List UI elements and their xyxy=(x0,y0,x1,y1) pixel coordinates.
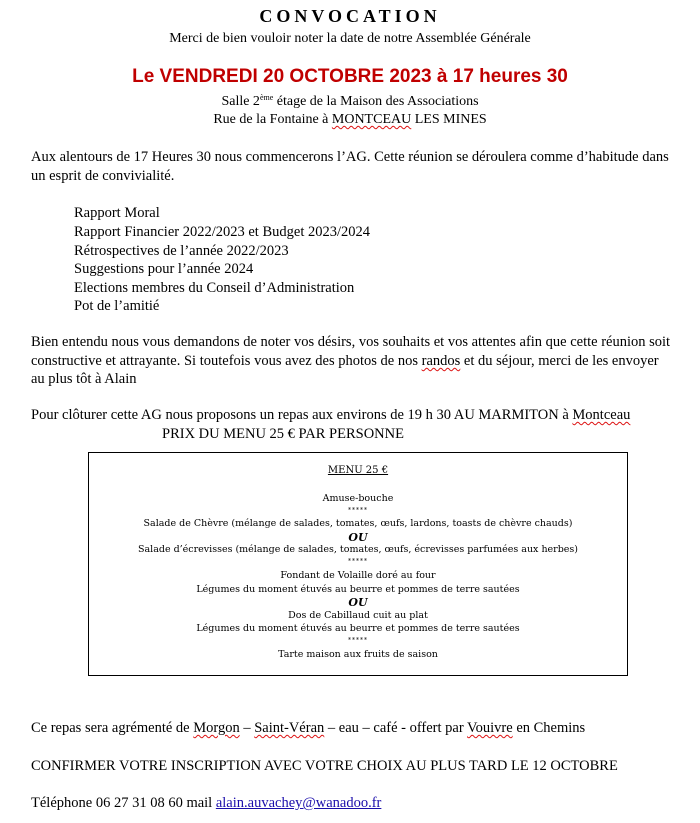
event-address xyxy=(0,112,700,128)
menu-or: OU xyxy=(348,531,368,544)
agenda-item: Pot de l’amitié xyxy=(74,298,160,314)
intro-line-2: un esprit de convivialité. xyxy=(31,168,175,184)
wine-line xyxy=(31,719,585,738)
meal-line xyxy=(31,406,630,425)
wine-prefix: Ce repas sera agrémenté de xyxy=(31,720,194,736)
wishes-line-2-prefix: constructive et attrayante. Si toutefois vous avez des photos de nos xyxy=(31,353,422,369)
menu-choice-2: Salade d’écrevisses (mélange de salades, tomates, œufs, écrevisses parfumées aux herbes) xyxy=(137,544,579,555)
phone-text: Téléphone 06 27 31 08 60 mail xyxy=(31,795,216,811)
room-prefix: Salle 2 xyxy=(221,94,260,109)
meal-line-prefix: Pour clôturer cette AG nous proposons un repas aux environs de 19 h 30 AU MARMITON à xyxy=(31,407,573,423)
meal-town: Montceau xyxy=(572,407,631,423)
menu-main-2-a: Dos de Cabillaud cuit au plat xyxy=(288,610,428,621)
wine-mid: – eau – café - offert par xyxy=(324,720,468,736)
wine-saint-veran: Saint-Véran xyxy=(254,720,325,736)
agenda-item: Rapport Moral xyxy=(74,205,160,221)
menu-card xyxy=(88,452,628,676)
email-link[interactable]: alain.auvachey@wanadoo.fr xyxy=(215,795,382,811)
menu-separator: ***** xyxy=(348,507,368,514)
wishes-randos: randos xyxy=(421,353,461,369)
wishes-line-2-suffix: et du séjour, merci de les envoyer xyxy=(460,353,659,369)
wishes-line-2 xyxy=(31,352,659,371)
address-city: MONTCEAU xyxy=(331,112,412,127)
wishes-line-1: Bien entendu nous vous demandons de noter vos désirs, vos souhaits et vos attentes afin que cette réunion soit xyxy=(31,334,671,350)
menu-main-1-b: Légumes du moment étuvés au beurre et pommes de terre sautées xyxy=(196,584,520,595)
agenda-item: Suggestions pour l’année 2024 xyxy=(74,261,254,277)
menu-header: MENU 25 € xyxy=(327,465,389,476)
wine-vouivre: Vouivre xyxy=(467,720,513,736)
menu-choice-1: Salade de Chèvre (mélange de salades, tomates, œufs, lardons, toasts de chèvre chauds) xyxy=(143,518,573,529)
address-prefix: Rue de la Fontaine à xyxy=(213,112,332,127)
menu-starter: Amuse-bouche xyxy=(322,493,394,504)
wine-sep: – xyxy=(239,720,255,736)
menu-separator: ***** xyxy=(348,637,368,644)
document-title: CONVOCATION xyxy=(259,6,441,26)
menu-main-1-a: Fondant de Volaille doré au four xyxy=(280,570,436,581)
contact-line xyxy=(31,794,381,813)
menu-price: PRIX DU MENU 25 € PAR PERSONNE xyxy=(162,426,404,442)
address-suffix: LES MINES xyxy=(411,112,487,127)
wine-morgon: Morgon xyxy=(193,720,240,736)
agenda-item: Elections membres du Conseil d’Administration xyxy=(74,280,355,296)
wishes-line-3: au plus tôt à Alain xyxy=(31,371,137,387)
menu-main-2-b: Légumes du moment étuvés au beurre et pommes de terre sautées xyxy=(196,623,520,634)
subtitle: Merci de bien vouloir noter la date de notre Assemblée Générale xyxy=(169,31,531,46)
confirm-line: CONFIRMER VOTRE INSCRIPTION AVEC VOTRE CHOIX AU PLUS TARD LE 12 OCTOBRE xyxy=(31,758,618,774)
event-date: Le VENDREDI 20 OCTOBRE 2023 à 17 heures 30 xyxy=(132,66,568,87)
room-suffix: étage de la Maison des Associations xyxy=(273,94,479,109)
event-room xyxy=(0,93,700,110)
wine-suffix: en Chemins xyxy=(512,720,586,736)
menu-separator: ***** xyxy=(348,558,368,565)
room-sup: ème xyxy=(259,93,274,102)
menu-dessert: Tarte maison aux fruits de saison xyxy=(278,649,438,660)
menu-or: OU xyxy=(348,596,368,609)
agenda-item: Rapport Financier 2022/2023 et Budget 2023/2024 xyxy=(74,224,371,240)
agenda-item: Rétrospectives de l’année 2022/2023 xyxy=(74,243,289,259)
intro-line-1: Aux alentours de 17 Heures 30 nous commencerons l’AG. Cette réunion se déroulera comme d’habitude dans xyxy=(31,149,669,165)
